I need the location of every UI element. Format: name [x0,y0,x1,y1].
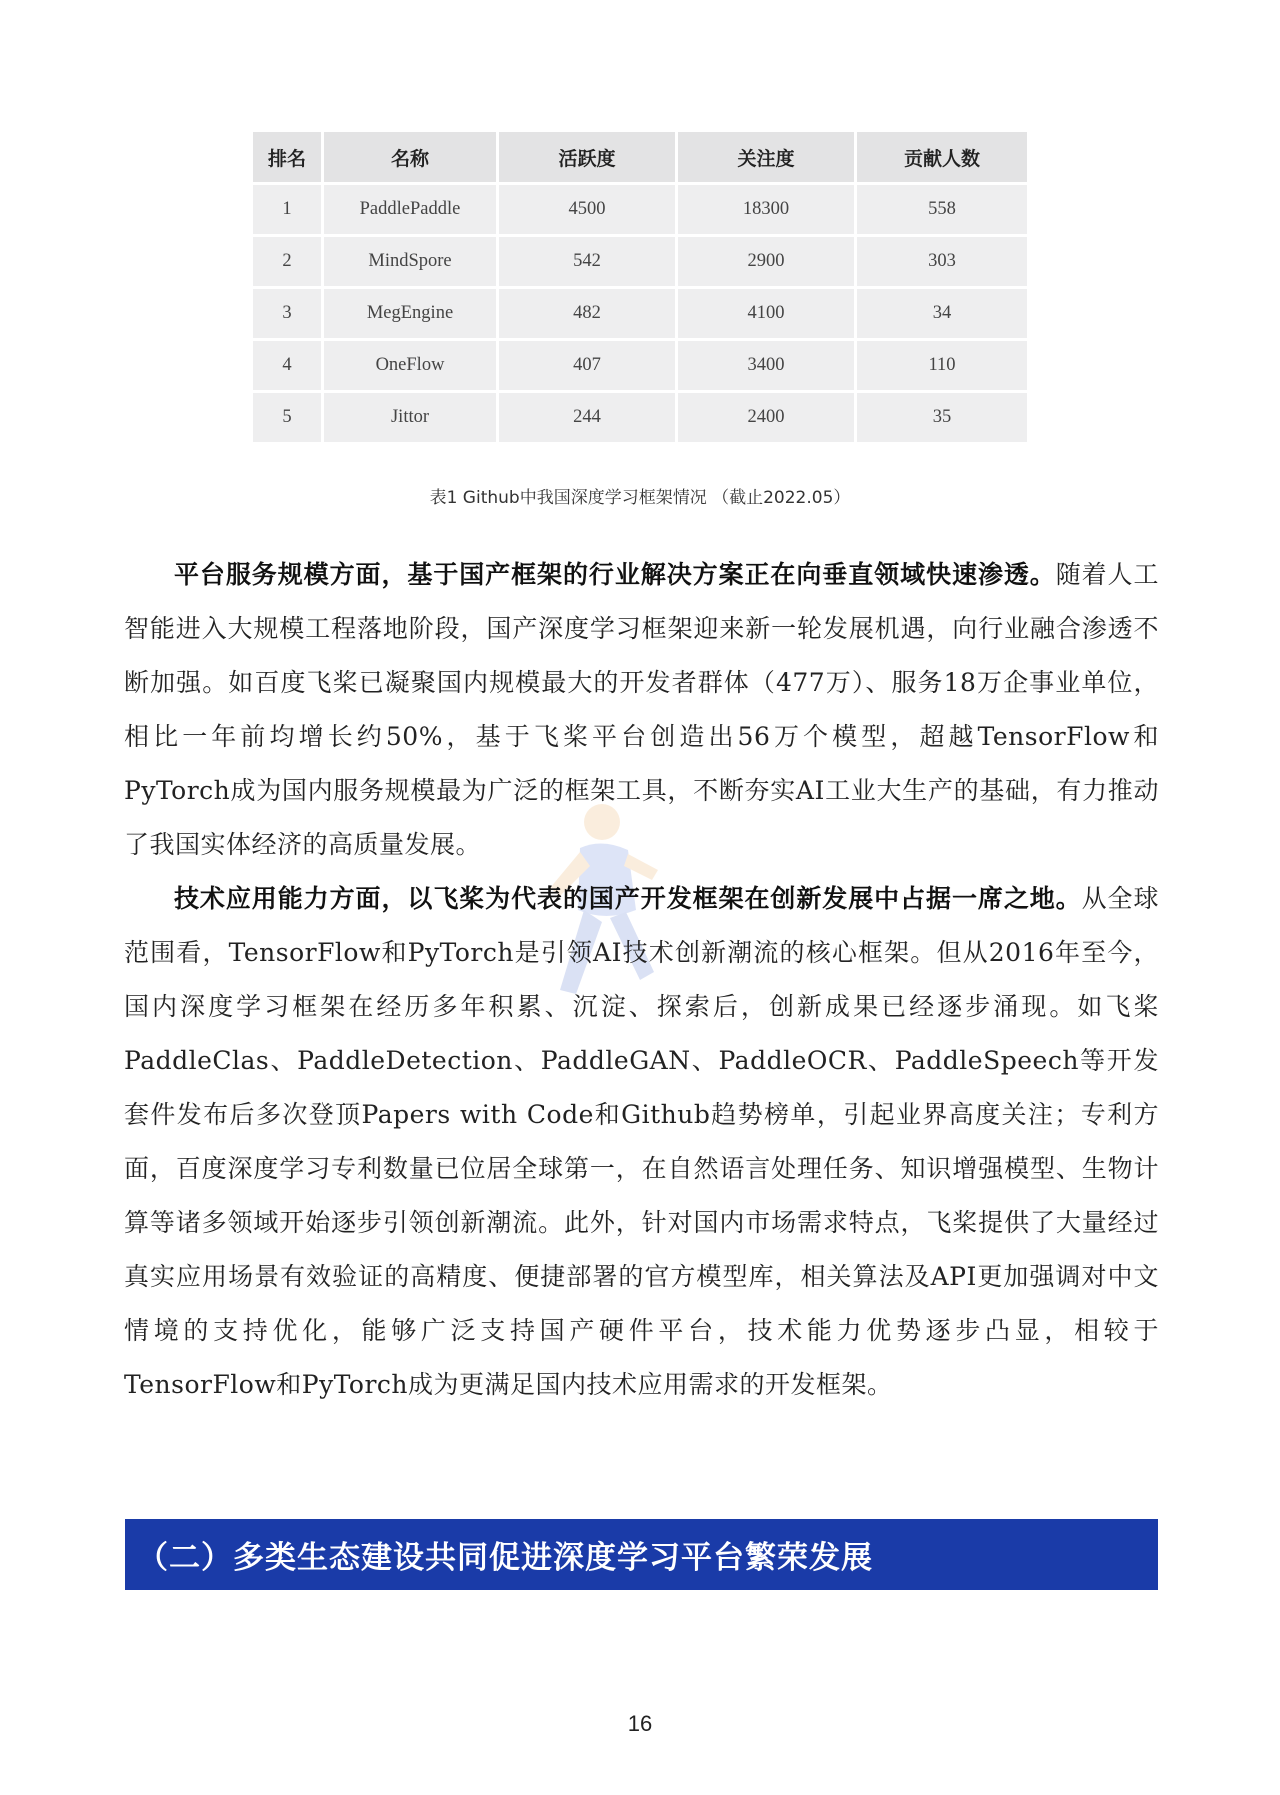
cell-attention: 3400 [678,341,854,390]
table-caption: 表1 Github中我国深度学习框架情况 （截止2022.05） [429,488,851,508]
header-name: 名称 [324,132,496,182]
cell-rank: 4 [253,341,321,390]
cell-activity: 482 [499,289,675,338]
cell-contributors: 35 [857,393,1027,442]
cell-contributors: 110 [857,341,1027,390]
cell-activity: 407 [499,341,675,390]
framework-table-container [253,132,1033,442]
header-attention: 关注度 [678,132,854,182]
body-paragraph-1 [124,548,1159,872]
section-header-bar [125,1519,1158,1590]
table-header-row [253,132,1027,182]
cell-name: Jittor [324,393,496,442]
paragraph-tech-capability [124,872,1159,1412]
table-row [253,341,1027,390]
cell-rank: 1 [253,185,321,234]
table-row [253,393,1027,442]
cell-attention: 18300 [678,185,854,234]
cell-attention: 2900 [678,237,854,286]
paragraph-text: 随着人工智能进入大规模工程落地阶段，国产深度学习框架迎来新一轮发展机遇，向行业融合渗透不断加强。如百度飞桨已凝聚国内规模最大的开发者群体（477万）、服务18万企事业单位，相比一年前均增长约50%，基于飞桨平台创造出56万个模型，超越TensorFlow和PyTorch成为国内服务规模最为广泛的框架工具，不断夯实AI工业大生产的基础，有力推动了我国实体经济的高质量发展。 [124,560,1159,859]
cell-rank: 2 [253,237,321,286]
cell-activity: 542 [499,237,675,286]
header-contributors: 贡献人数 [857,132,1027,182]
cell-contributors: 34 [857,289,1027,338]
cell-name: MindSpore [324,237,496,286]
paragraph-lead: 技术应用能力方面，以飞桨为代表的国产开发框架在创新发展中占据一席之地。 [174,884,1082,913]
cell-activity: 244 [499,393,675,442]
cell-contributors: 558 [857,185,1027,234]
section-title: （二）多类生态建设共同促进深度学习平台繁荣发展 [137,1540,873,1576]
paragraph-platform-scale [124,548,1159,872]
header-activity: 活跃度 [499,132,675,182]
cell-name: OneFlow [324,341,496,390]
table-row [253,237,1027,286]
cell-name: PaddlePaddle [324,185,496,234]
cell-name: MegEngine [324,289,496,338]
page-number: 16 [627,1711,653,1736]
table-row [253,289,1027,338]
paragraph-lead: 平台服务规模方面，基于国产框架的行业解决方案正在向垂直领域快速渗透。 [174,560,1056,589]
cell-activity: 4500 [499,185,675,234]
cell-attention: 4100 [678,289,854,338]
cell-rank: 3 [253,289,321,338]
body-paragraph-2 [124,872,1159,1412]
paragraph-text: 从全球范围看，TensorFlow和PyTorch是引领AI技术创新潮流的核心框架。但从2016年至今，国内深度学习框架在经历多年积累、沉淀、探索后，创新成果已经逐步涌现。如飞桨PaddleClas、PaddleDetection、PaddleGAN、PaddleOCR、PaddleSpeech等开发套件发布后多次登顶Papers with Code和Github趋势榜单，引起业界高度关注；专利方面，百度深度学习专利数量已位居全球第一，在自然语言处理任务、知识增强模型、生物计算等诸多领域开始逐步引领创新潮流。此外，针对国内市场需求特点，飞桨提供了大量经过真实应用场景有效验证的高精度、便捷部署的官方模型库，相关算法及API更加强调对中文情境的支持优化，能够广泛支持国产硬件平台，技术能力优势逐步凸显，相较于TensorFlow和PyTorch成为更满足国内技术应用需求的开发框架。 [124,884,1159,1399]
cell-attention: 2400 [678,393,854,442]
cell-contributors: 303 [857,237,1027,286]
framework-table [250,129,1030,445]
table-row [253,185,1027,234]
cell-rank: 5 [253,393,321,442]
header-rank: 排名 [253,132,321,182]
